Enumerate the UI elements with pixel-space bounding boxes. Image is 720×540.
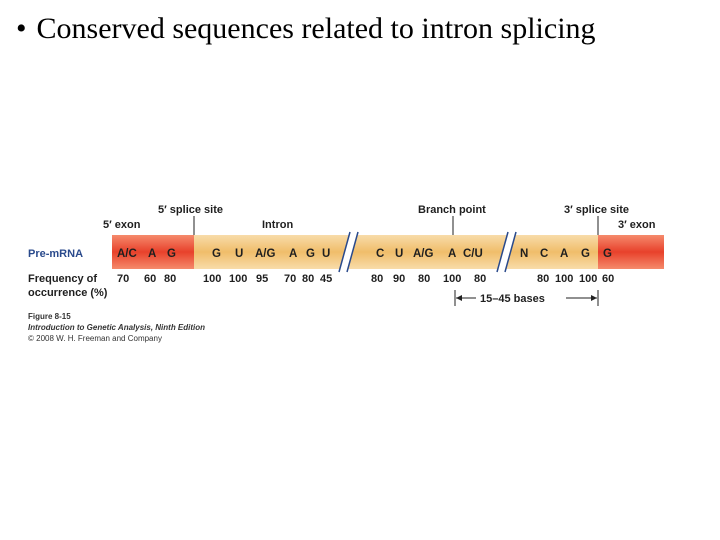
freq-value: 80 xyxy=(371,273,384,285)
seq-nt: A xyxy=(148,248,157,260)
seq-nt: A xyxy=(289,248,298,260)
freq-value: 100 xyxy=(443,273,462,285)
seq-nt: C/U xyxy=(463,248,483,260)
bullet-glyph: • xyxy=(16,12,27,45)
seq-nt: G xyxy=(167,248,176,260)
seq-nt: C xyxy=(540,248,549,260)
freq-value: 70 xyxy=(117,273,130,285)
freq-value: 100 xyxy=(203,273,222,285)
seq-nt: U xyxy=(235,248,244,260)
seq-nt: C xyxy=(376,248,385,260)
seq-nt: G xyxy=(212,248,221,260)
splice3-label: 3′ splice site xyxy=(564,204,630,216)
seq-nt: N xyxy=(520,248,529,260)
freq-value: 100 xyxy=(579,273,598,285)
freq-value: 80 xyxy=(418,273,431,285)
branch-label: Branch point xyxy=(418,204,486,216)
seq-nt: A xyxy=(560,248,569,260)
seq-nt: A/C xyxy=(117,248,137,260)
freq-value: 100 xyxy=(229,273,248,285)
seq-nt: U xyxy=(322,248,331,260)
book-title: Introduction to Genetic Analysis, Ninth Edition xyxy=(28,323,206,332)
freq-value: 80 xyxy=(302,273,315,285)
freq-value: 90 xyxy=(393,273,406,285)
frequency-label-line1: Frequency of xyxy=(28,273,98,285)
seq-nt: A xyxy=(448,248,457,260)
freq-value: 70 xyxy=(284,273,297,285)
freq-value: 100 xyxy=(555,273,574,285)
freq-value: 95 xyxy=(256,273,269,285)
exon3-label: 3′ exon xyxy=(618,219,656,231)
frequency-label-line2: occurrence (%) xyxy=(28,287,108,299)
seq-nt: A/G xyxy=(255,248,276,260)
seq-nt: G xyxy=(603,248,612,260)
slide-title-text: Conserved sequences related to intron splicing xyxy=(36,12,596,45)
freq-value: 60 xyxy=(602,273,615,285)
exon5-label: 5′ exon xyxy=(103,219,141,231)
freq-value: 80 xyxy=(537,273,550,285)
intron-label: Intron xyxy=(262,219,294,231)
figure-number: Figure 8-15 xyxy=(28,312,71,321)
seq-nt: G xyxy=(581,248,590,260)
copyright: © 2008 W. H. Freeman and Company xyxy=(28,334,162,343)
seq-nt: A/G xyxy=(413,248,434,260)
splice5-label: 5′ splice site xyxy=(158,204,224,216)
freq-value: 80 xyxy=(164,273,177,285)
freq-value: 60 xyxy=(144,273,157,285)
seq-nt: U xyxy=(395,248,404,260)
premrna-label: Pre-mRNA xyxy=(28,248,84,260)
freq-value: 80 xyxy=(474,273,487,285)
freq-value: 45 xyxy=(320,273,333,285)
distance-label: 15–45 bases xyxy=(480,293,545,305)
seq-nt: G xyxy=(306,248,315,260)
